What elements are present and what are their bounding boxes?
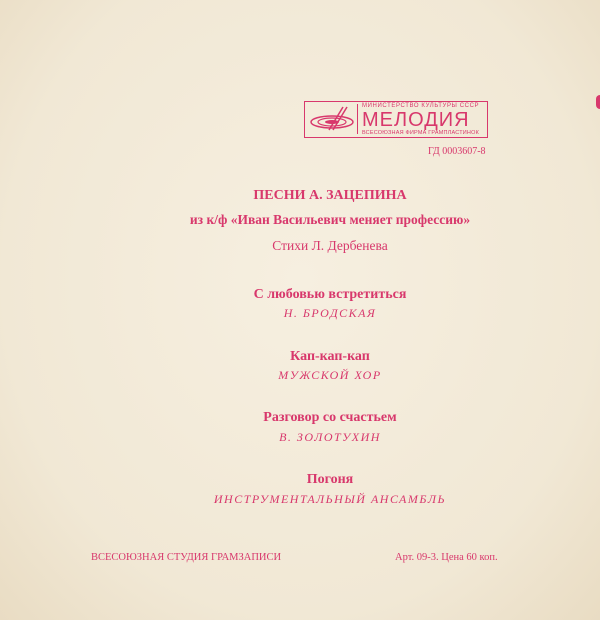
song-performer: В. ЗОЛОТУХИН (279, 430, 381, 444)
melodiya-record-icon (307, 104, 358, 134)
logo-brand-text: МЕЛОДИЯ (362, 109, 470, 131)
song-performer: Н. БРОДСКАЯ (283, 306, 377, 320)
lyrics-credit: Стихи Л. Дербенева (272, 238, 388, 253)
melodiya-logo (304, 101, 488, 138)
album-title: ПЕСНИ А. ЗАЦЕПИНА (253, 188, 407, 203)
album-subtitle: из к/ф «Иван Васильевич меняет профессию» (189, 212, 471, 227)
song-title: С любовью встретиться (253, 287, 407, 302)
song-performer: ИНСТРУМЕНТАЛЬНЫЙ АНСАМБЛЬ (213, 492, 447, 506)
song-title: Погоня (306, 472, 354, 487)
catalog-number: ГД 0003607-8 (428, 146, 486, 157)
sleeve-edge-mark (596, 95, 600, 109)
price-info: Арт. 09-3. Цена 60 коп. (395, 552, 498, 563)
logo-ministry-text: МИНИСТЕРСТВО КУЛЬТУРЫ СССР (362, 103, 480, 109)
song-performer: МУЖСКОЙ ХОР (278, 368, 382, 382)
logo-firm-text: ВСЕСОЮЗНАЯ ФИРМА ГРАМПЛАСТИНОК (362, 130, 479, 136)
song-title: Кап-кап-кап (290, 349, 370, 364)
logo-text-block (362, 103, 479, 136)
song-title: Разговор со счастьем (263, 410, 397, 425)
studio-credit: ВСЕСОЮЗНАЯ СТУДИЯ ГРАМЗАПИСИ (91, 552, 282, 563)
